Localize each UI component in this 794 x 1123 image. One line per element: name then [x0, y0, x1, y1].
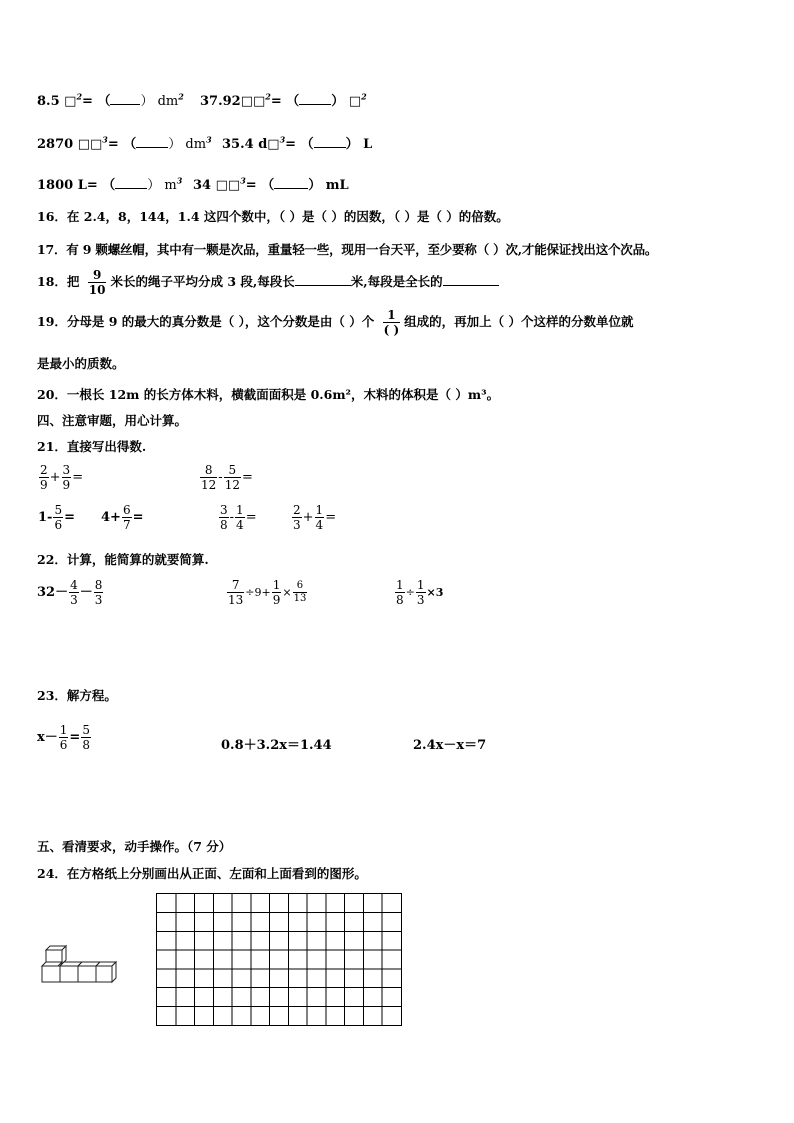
- question-24-title: 24．在方格纸上分别画出从正面、左面和上面看到的图形。: [37, 866, 367, 881]
- question-19: 19．分母是 9 的最大的真分数是（ ），这个分数是由（ ）个 $\frac{1}{( )}$ 组成的，再加上（ ）个这样的分数单位就: [37, 308, 634, 337]
- unit-glyph: □: [267, 137, 280, 152]
- conversion-row-3a: 1800 L= （ ） $m^3$: [37, 175, 183, 193]
- expr-21-3: 1- $\frac{5}{6}$ =: [38, 503, 75, 532]
- answer-blank[interactable]: [110, 92, 140, 105]
- equation-23-2: 0.8＋3.2x＝1.44: [221, 738, 332, 753]
- question-22-title: 22．计算，能简算的就要简算.: [37, 552, 209, 567]
- expr-21-4: 4+ $\frac{6}{7}$ =: [101, 503, 144, 532]
- expr-21-2: $\frac{8}{12}$ - $\frac{5}{12}$ =: [201, 463, 253, 492]
- grid-lines: [157, 894, 401, 1025]
- answer-blank[interactable]: [314, 135, 346, 148]
- cube-figure: [40, 944, 120, 986]
- question-19-line-2: 是最小的质数。: [37, 356, 125, 371]
- conversion-row-3b: 34 □□$^3$= （ ） mL: [193, 175, 349, 193]
- expr-22-3: $\frac{1}{8}$ ÷ $\frac{1}{3}$ ×3: [396, 578, 444, 607]
- question-16: 16．在 2.4，8，144，1.4 这四个数中，（ ）是（ ）的因数，（ ）是（ ）的倍数。: [37, 209, 509, 224]
- unit-glyph: □□: [240, 94, 266, 109]
- equation-23-1: x－ $\frac{1}{6}$ = $\frac{5}{8}$: [37, 723, 90, 752]
- expr-21-1: $\frac{2}{9}$ + $\frac{3}{9}$ =: [40, 463, 84, 492]
- fraction: $\frac{9}{10}$: [88, 268, 106, 297]
- section-4-title: 四、注意审题，用心计算。: [37, 413, 188, 428]
- question-21-title: 21．直接写出得数.: [37, 439, 147, 454]
- answer-blank[interactable]: [299, 92, 331, 105]
- answer-blank[interactable]: [443, 273, 499, 286]
- section-5-title: 五、看清要求，动手操作。（7 分）: [37, 839, 232, 854]
- expr-22-1: 32－ $\frac{4}{3}$ － $\frac{8}{3}$: [37, 578, 103, 607]
- grid-paper[interactable]: [156, 893, 402, 1026]
- conversion-row-1b: 37.92□□$^2$= （ ） □$^2$: [200, 91, 367, 109]
- answer-blank[interactable]: [136, 135, 168, 148]
- expr-22-2: $\frac{7}{13}$ ÷9+ $\frac{1}{9}$ × $\frac{6}{13}$: [228, 578, 307, 607]
- answer-blank[interactable]: [274, 176, 308, 189]
- unit-glyph: □□: [77, 137, 103, 152]
- expr-21-5: $\frac{3}{8}$ - $\frac{1}{4}$ =: [220, 503, 257, 532]
- answer-blank[interactable]: [115, 176, 147, 189]
- question-17: 17．有 9 颗螺丝帽，其中有一颗是次品，重量轻一些，现用一台天平，至少要称（ ）次,才能保证找出这个次品。: [37, 242, 658, 257]
- expr-21-6: $\frac{2}{3}$ + $\frac{1}{4}$ =: [293, 503, 337, 532]
- conversion-row-2b: 35.4 d□$^3$= （ ） L: [222, 134, 373, 152]
- conversion-row-2a: 2870 □□$^3$= （ ） $dm^3$: [37, 134, 212, 152]
- question-23-title: 23．解方程。: [37, 688, 117, 703]
- fraction: $\frac{1}{( )}$: [383, 308, 400, 337]
- question-18: 18．把 $\frac{9}{10}$ 米长的绳子平均分成 3 段,每段长 米,每段是全长的: [37, 268, 499, 297]
- question-20: 20．一根长 12m 的长方体木料，横截面面积是 0.6m²，木料的体积是（ ）m³。: [37, 387, 500, 402]
- conversion-row-1a: 8.5 □$^2$= （ ） $dm^2$: [37, 91, 184, 109]
- unit-glyph: □: [64, 94, 77, 109]
- unit-glyph: □□: [215, 178, 241, 193]
- answer-blank[interactable]: [295, 273, 351, 286]
- equation-23-3: 2.4x－x＝7: [413, 738, 487, 753]
